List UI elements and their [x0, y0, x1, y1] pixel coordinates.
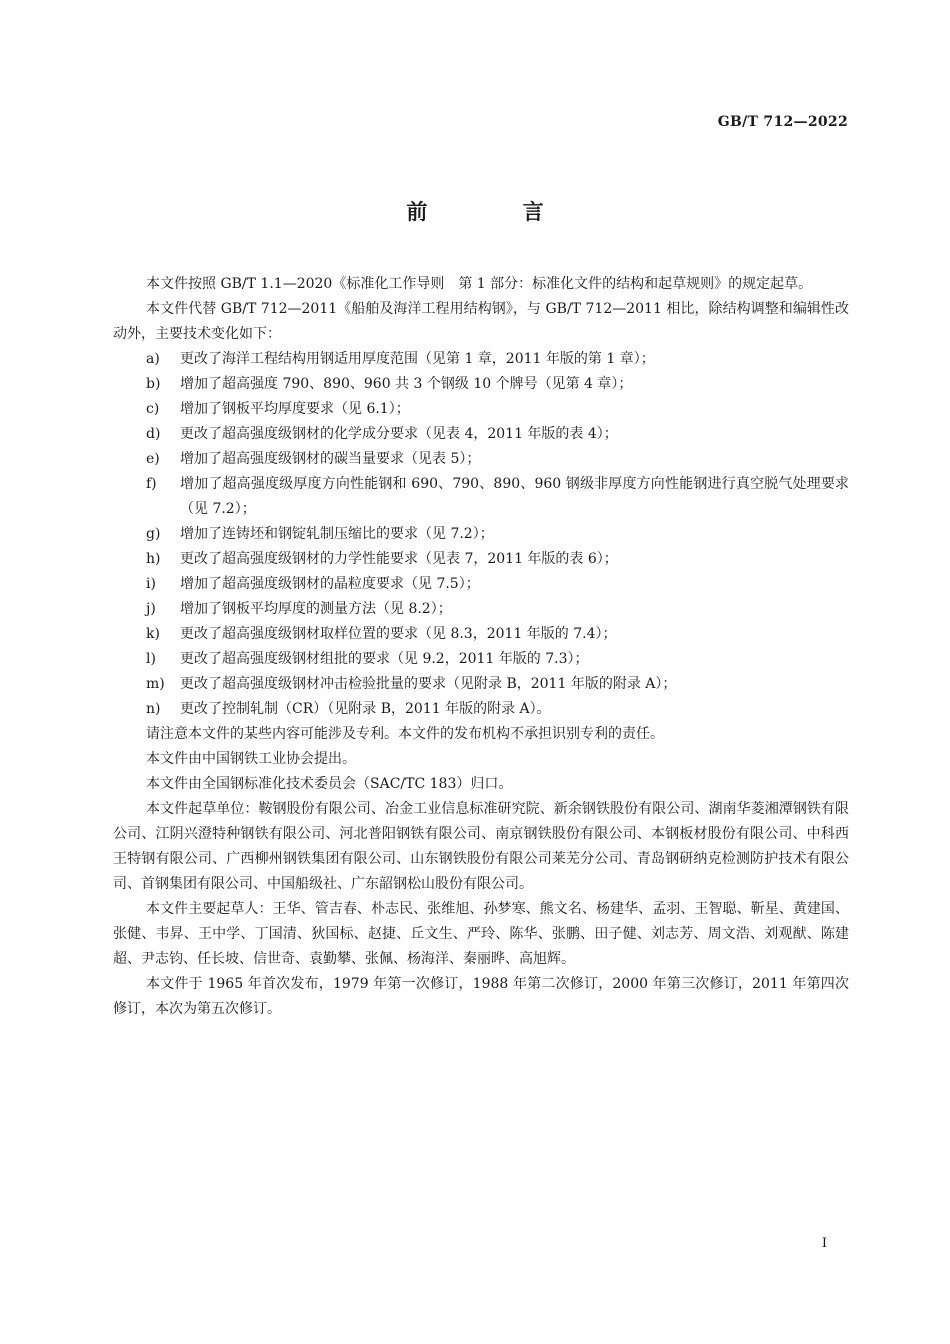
- list-item: [113, 647, 849, 672]
- paragraph-proposer: 本文件由中国钢铁工业协会提出。: [146, 751, 356, 767]
- list-marker: g): [146, 526, 161, 542]
- list-item: [113, 422, 849, 447]
- paragraph-patent-notice: 请注意本文件的某些内容可能涉及专利。本文件的发布机构不承担识别专利的责任。: [146, 726, 664, 742]
- list-item-text: 增加了超高强度 790、890、960 共 3 个钢级 10 个牌号（见第 4 章）；: [180, 376, 633, 392]
- list-marker: c): [146, 401, 160, 417]
- list-item: [113, 597, 849, 622]
- list-item: [113, 447, 849, 472]
- paragraph-committee: 本文件由全国钢标准化技术委员会（SAC/TC 183）归口。: [146, 776, 513, 792]
- list-item: [113, 622, 849, 647]
- list-item-text: 更改了超高强度级钢材取样位置的要求（见 8.3，2011 年版的 7.4）；: [180, 626, 617, 642]
- list-item: [113, 397, 849, 422]
- list-marker: f): [146, 476, 157, 492]
- list-item-text: 更改了控制轧制（CR）（见附录 B，2011 年版的附录 A）。: [180, 701, 551, 717]
- list-item-text: 增加了超高强度级厚度方向性能钢和 690、790、890、960 钢级非厚度方向性能钢进行真空脱气处理要求（见 7.2）；: [180, 476, 849, 517]
- list-item-text: 更改了海洋工程结构用钢适用厚度范围（见第 1 章，2011 年版的第 1 章）；: [180, 351, 655, 367]
- list-item-text: 增加了钢板平均厚度要求（见 6.1）；: [180, 401, 410, 417]
- list-marker: n): [146, 701, 161, 717]
- list-item-text: 更改了超高强度级钢材冲击检验批量的要求（见附录 B，2011 年版的附录 A）；: [180, 676, 677, 692]
- list-item-text: 更改了超高强度级钢材组批的要求（见 9.2，2011 年版的 7.3）；: [180, 651, 589, 667]
- list-item: [113, 572, 849, 597]
- foreword-body: [113, 272, 849, 1022]
- paragraph-drafting-units: 本文件起草单位：鞍钢股份有限公司、冶金工业信息标准研究院、新余钢铁股份有限公司、湖南华菱湘潭钢铁有限公司、江阴兴澄特种钢铁有限公司、河北普阳钢铁有限公司、南京钢铁股份有限公司、本钢板材股份有限公司、中科西王特钢有限公司、广西柳州钢铁集团有限公司、山东钢铁股份有限公司莱芜分公司、青岛钢研纳克检测防护技术有限公司、首钢集团有限公司、中国船级社、广东韶钢松山股份有限公司。: [113, 801, 849, 892]
- list-item: [113, 522, 849, 547]
- list-item-text: 增加了钢板平均厚度的测量方法（见 8.2）；: [180, 601, 452, 617]
- page-number: I: [821, 1236, 827, 1251]
- changes-list: [113, 347, 849, 722]
- list-marker: a): [146, 351, 160, 367]
- paragraph-drafters: 本文件主要起草人：王华、管吉春、朴志民、张维旭、孙梦寒、熊文名、杨建华、孟羽、王智聪、靳星、黄建国、张健、韦昇、王中学、丁国清、狄国标、赵捷、丘文生、严玲、陈华、张鹏、田子健、刘志芳、周文浩、刘观猷、陈建超、尹志钧、任长坡、信世奇、袁勤攀、张佩、杨海洋、秦丽晔、高旭辉。: [113, 901, 849, 967]
- list-item: [113, 472, 849, 522]
- section-title: 前 言: [406, 199, 588, 224]
- list-item-text: 更改了超高强度级钢材的化学成分要求（见表 4，2011 年版的表 4）；: [180, 426, 618, 442]
- list-item: [113, 347, 849, 372]
- paragraph-history: 本文件于 1965 年首次发布，1979 年第一次修订，1988 年第二次修订，2000 年第三次修订，2011 年第四次修订，本次为第五次修订。: [113, 976, 849, 1017]
- list-item: [113, 672, 849, 697]
- list-marker: d): [146, 426, 161, 442]
- list-marker: j): [146, 601, 156, 617]
- list-item-text: 增加了超高强度级钢材的晶粒度要求（见 7.5）；: [180, 576, 480, 592]
- list-item: [113, 372, 849, 397]
- list-marker: e): [146, 451, 160, 467]
- list-item: [113, 697, 849, 722]
- list-marker: l): [146, 651, 156, 667]
- list-marker: b): [146, 376, 161, 392]
- list-marker: i): [146, 576, 156, 592]
- list-marker: k): [146, 626, 160, 642]
- list-marker: h): [146, 551, 161, 567]
- paragraph-replacement: 本文件代替 GB/T 712—2011《船舶及海洋工程用结构钢》，与 GB/T 712—2011 相比，除结构调整和编辑性改动外，主要技术变化如下：: [113, 301, 849, 342]
- list-item-text: 增加了超高强度级钢材的碳当量要求（见表 5）；: [180, 451, 481, 467]
- paragraph-drafting-rules: 本文件按照 GB/T 1.1—2020《标准化工作导则 第 1 部分：标准化文件的结构和起草规则》的规定起草。: [146, 276, 813, 292]
- list-marker: m): [146, 676, 165, 692]
- list-item: [113, 547, 849, 572]
- document-code: GB/T 712—2022: [717, 114, 848, 130]
- list-item-text: 增加了连铸坯和钢锭轧制压缩比的要求（见 7.2）；: [180, 526, 494, 542]
- list-item-text: 更改了超高强度级钢材的力学性能要求（见表 7，2011 年版的表 6）；: [180, 551, 618, 567]
